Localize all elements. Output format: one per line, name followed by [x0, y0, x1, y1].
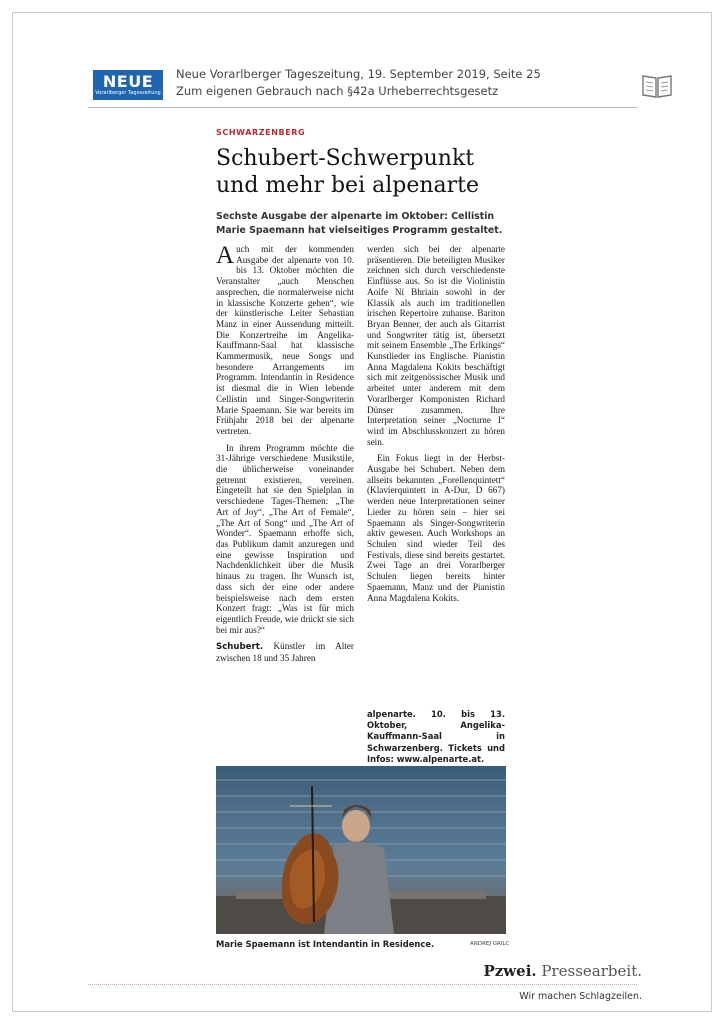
- header-divider: [88, 107, 637, 108]
- brand-bold: Pzwei.: [483, 962, 537, 980]
- copyright-line: Zum eigenen Gebrauch nach §42a Urheberrechtsgesetz: [176, 84, 499, 98]
- article-photo: [216, 766, 506, 934]
- logo-text: NEUE: [102, 71, 154, 91]
- paragraph: [216, 244, 354, 437]
- paragraph: Ein Fokus liegt in der Herbst-Ausgabe bei Schubert. Neben dem allseits bekannten „Forellenquintett“ (Klavierquintett in A-Dur, D 667) werden neue Interpretationen seiner Lieder zu hören sein – hier sei Spaemann als Singer-Songwriterin aktiv gewesen. Auch Workshops an Schulen sind wieder Teil des Festivals, diese sind bereits gestartet. Zwei Tage an drei Vorarlberger Schulen liegen bereits hinter Spaemann, Manz und der Pianistin Anna Magdalena Kokits.: [367, 453, 505, 603]
- drop-cap: A: [216, 242, 235, 269]
- article-column-left: [216, 244, 354, 670]
- agency-tagline: Wir machen Schlagzeilen.: [519, 991, 642, 1002]
- logo-subtitle: Vorarlberger Tageszeitung: [95, 89, 161, 96]
- paragraph: In ihrem Programm möchte die 31-Jährige verschiedene Musikstile, die üblicherweise voneinander getrennt existieren, vereinen. Eingeteilt hat sie den Spielplan in verschiedene Tages-Themen: „The Art of Joy“, „The Art of Female“, „The Art of Song“ und „The Art of Wonder“. Spaemann erhoffe sich, das Publikum damit anzuregen und eine gewisse Inspiration und Nachdenklichkeit über die Musik hinaus zu tragen. Ihr Wunsch ist, dass sich der eine oder andere beispielsweise nach dem ersten Konzert fragt: „Was ist für mich eigentlich Freude, wie drückt sie sich bei mir aus?“: [216, 442, 354, 635]
- photo-caption: Marie Spaemann ist Intendantin in Residence.: [216, 939, 435, 949]
- agency-brand: [483, 962, 642, 980]
- source-info: [176, 66, 541, 100]
- photo-illustration: [216, 766, 506, 934]
- paragraph: werden sich bei der alpenarte präsentieren. Die beteiligten Musiker zeichnen sich durch verschiedenste Einflüsse aus. So ist die Violinistin Aoife Ní Bhriain sowohl in der Klassik als auch im traditionellen irischen Repertoire zuhause. Bariton Bryan Benner, der auch als Gitarrist und Songwriter tätig ist, übersetzt mit seinem Ensemble „The Erlkings“ Kunstlieder ins Englische. Pianistin Anna Magdalena Kokits beschäftigt sich mit zeitgenössischer Musik und arbeitet unter anderem mit dem Vorarlberger Komponisten Richard Dünser zusammen. Ihre Interpretation seiner „Nocturne I“ wird im Abschlusskonzert zu hören sein.: [367, 244, 505, 447]
- section-label: SCHWARZENBERG: [216, 128, 306, 137]
- headline-line-1: Schubert-Schwerpunkt: [216, 146, 475, 171]
- footer-divider: [88, 984, 637, 985]
- book-icon: [641, 73, 673, 99]
- paragraph-text: uch mit der kommenden Ausgabe der alpenarte von 10. bis 13. Oktober möchten die Veranstalter „auch Menschen ansprechen, die normalerweise nicht in klassische Konzerte gehen“, wie der künstlerische Leiter Sebastian Manz in einer Aussendung mitteilt. Die Konzertreihe im Angelika-Kauffmann-Saal hat klassische Kammermusik, neue Songs und besondere Arrangements im Programm. Intendantin in Residence ist diesmal die in Wien lebende Cellistin und Singer-Songwriterin Marie Spaemann. Sie war bereits im Frühjahr 2018 bei der alpenarte vertreten.: [216, 244, 354, 436]
- paragraph: [216, 641, 354, 663]
- article-lead: Sechste Ausgabe der alpenarte im Oktober: Cellistin Marie Spaemann hat vielseitiges Programm gestaltet.: [216, 211, 503, 236]
- article-headline: [216, 145, 516, 199]
- headline-line-2: und mehr bei alpenarte: [216, 173, 480, 198]
- article-column-right: [367, 244, 505, 609]
- source-line: Neue Vorarlberger Tageszeitung, 19. September 2019, Seite 25: [176, 67, 541, 81]
- paragraph-text: Künstler im Alter zwischen 18 und 35 Jahren: [216, 641, 354, 664]
- photo-credit: ANDREJ GRILC: [470, 941, 510, 947]
- event-info: alpenarte. 10. bis 13. Oktober, Angelika-Kauffmann-Saal in Schwarzenberg. Tickets und Infos: www.alpenarte.at.: [367, 709, 505, 764]
- newspaper-logo: [93, 70, 163, 100]
- subheading: Schubert.: [216, 642, 264, 653]
- brand-light: Pressearbeit.: [536, 962, 642, 980]
